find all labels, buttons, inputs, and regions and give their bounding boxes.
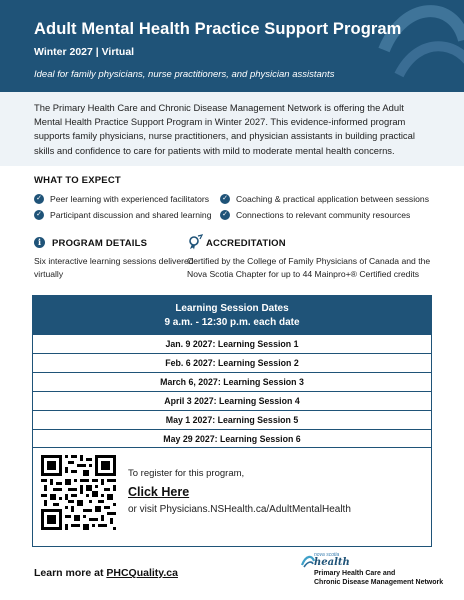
- session-row: April 3 2027: Learning Session 4: [33, 391, 431, 410]
- session-row: March 6, 2027: Learning Session 3: [33, 372, 431, 391]
- check-icon: ✓: [34, 210, 44, 220]
- info-icon: i: [34, 237, 45, 248]
- check-icon: ✓: [220, 210, 230, 220]
- sessions-box: [32, 295, 432, 547]
- register-url[interactable]: or visit Physicians.NSHealth.ca/AdultMentalHealth: [128, 504, 351, 515]
- logo-line-2: Chronic Disease Management Network: [314, 579, 444, 586]
- logo-line-1: Primary Health Care and: [314, 570, 396, 577]
- logo-province: nova scotia: [314, 552, 340, 558]
- accreditation-heading: ACCREDITATION: [206, 238, 286, 249]
- learn-more-link[interactable]: PHCQuality.ca: [106, 567, 178, 579]
- decorative-swirl-icon: [364, 0, 464, 90]
- sessions-header: [33, 296, 431, 334]
- program-term: Winter 2027 | Virtual: [34, 46, 135, 58]
- audience-note: Ideal for family physicians, nurse practitioners, and physician assistants: [34, 69, 335, 80]
- session-row: May 1 2027: Learning Session 5: [33, 410, 431, 429]
- session-row: May 29 2027: Learning Session 6: [33, 429, 431, 448]
- register-prompt: To register for this program,: [128, 468, 245, 479]
- logo-health: health: [314, 557, 350, 568]
- expect-item: ✓ Peer learning with experienced facilitators: [34, 194, 209, 204]
- expect-item: ✓ Participant discussion and shared learning: [34, 210, 211, 220]
- sessions-heading: Learning Session Dates: [175, 303, 289, 314]
- program-details-heading: PROGRAM DETAILS: [52, 238, 148, 249]
- session-row: Jan. 9 2027: Learning Session 1: [33, 334, 431, 353]
- page-title: Adult Mental Health Practice Support Program: [34, 20, 402, 38]
- check-icon: ✓: [34, 194, 44, 204]
- certificate-icon: [187, 234, 203, 250]
- expect-heading: WHAT TO EXPECT: [34, 175, 121, 186]
- qr-code-icon[interactable]: [41, 455, 116, 530]
- header-banner: [0, 0, 464, 92]
- learn-more: Learn more at PHCQuality.ca: [34, 567, 178, 579]
- register-link[interactable]: Click Here: [128, 485, 190, 499]
- expect-item: ✓ Connections to relevant community resources: [220, 210, 410, 220]
- expect-item: ✓ Coaching & practical application between sessions: [220, 194, 429, 204]
- intro-paragraph: The Primary Health Care and Chronic Disease Management Network is offering the Adult Mental Health Practice Support Program in Winter 2027. This evidence-informed program supports family physicians, nurse practitioners, and physician assistants in building practical skills and confidence to care for patients with mild to moderate mental health concerns.: [0, 92, 464, 166]
- session-row: Feb. 6 2027: Learning Session 2: [33, 353, 431, 372]
- sessions-time: 9 a.m. - 12:30 p.m. each date: [164, 317, 300, 328]
- check-icon: ✓: [220, 194, 230, 204]
- nshealth-logo: [300, 550, 460, 590]
- program-details-text: Six interactive learning sessions delivered virtually: [34, 256, 194, 279]
- accreditation-text: Certified by the College of Family Physicians of Canada and the Nova Scotia Chapter for up to 44 Mainpro+® Certified credits: [187, 256, 431, 279]
